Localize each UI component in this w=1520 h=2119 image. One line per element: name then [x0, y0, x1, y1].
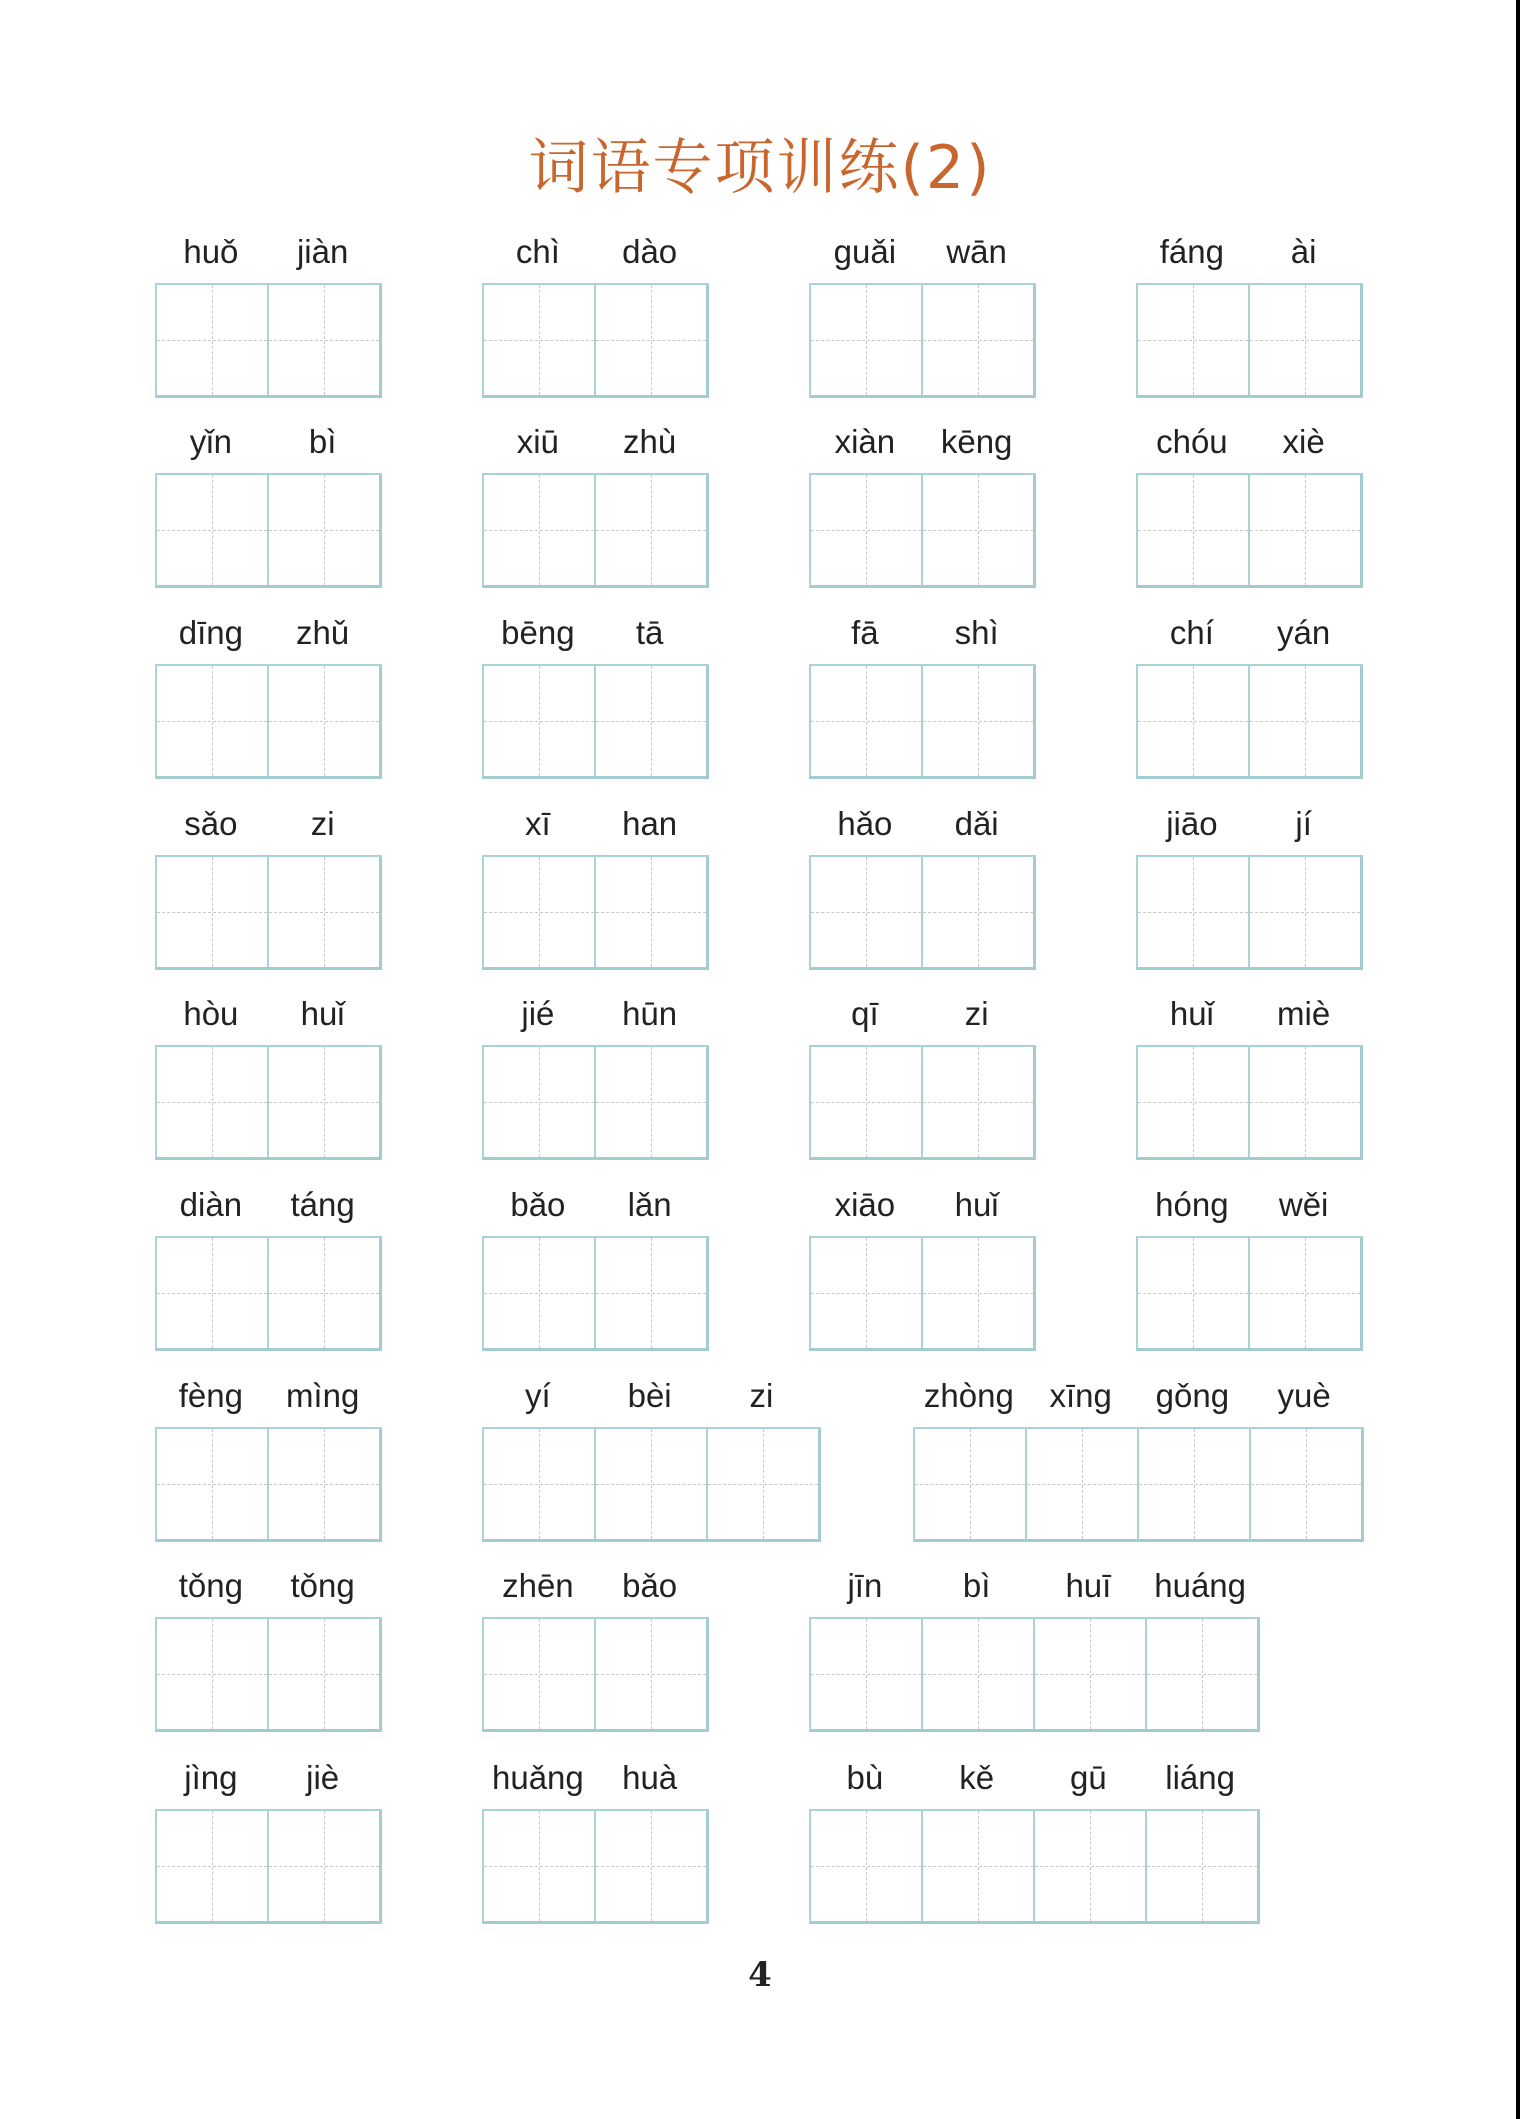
character-writing-cell[interactable]	[811, 285, 923, 395]
cell-guide-horizontal	[269, 1293, 379, 1294]
pinyin-label: dào	[622, 233, 678, 270]
pinyin-label: miè	[1277, 995, 1331, 1032]
character-writing-cell[interactable]	[157, 857, 269, 967]
pinyin-row	[809, 417, 1033, 473]
character-writing-cell[interactable]	[484, 1811, 596, 1921]
pinyin-label: fèng	[178, 1377, 243, 1414]
tianzige-boxes	[809, 1809, 1260, 1924]
tianzige-boxes	[482, 1045, 709, 1160]
cell-guide-horizontal	[811, 1866, 921, 1867]
cell-guide-horizontal	[811, 530, 921, 531]
pinyin-label: dǎi	[954, 805, 999, 842]
cell-guide-horizontal	[1138, 340, 1248, 341]
tianzige-boxes	[155, 473, 382, 588]
pinyin-label: han	[622, 805, 678, 842]
pinyin-row	[482, 1561, 706, 1617]
tianzige-boxes	[809, 1045, 1036, 1160]
cell-guide-horizontal	[157, 340, 267, 341]
pinyin-label: jiàn	[296, 233, 349, 270]
cell-guide-horizontal	[1250, 912, 1360, 913]
cell-guide-horizontal	[157, 1102, 267, 1103]
character-writing-cell[interactable]	[923, 1811, 1035, 1921]
pinyin-label: jiè	[306, 1759, 340, 1796]
character-writing-cell[interactable]	[1139, 1429, 1251, 1539]
cell-guide-horizontal	[596, 912, 706, 913]
character-writing-cell[interactable]	[1250, 857, 1363, 967]
character-writing-cell[interactable]	[269, 857, 382, 967]
character-writing-cell[interactable]	[1138, 1047, 1250, 1157]
pinyin-row	[155, 417, 379, 473]
character-writing-cell[interactable]	[1138, 857, 1250, 967]
character-writing-cell[interactable]	[157, 475, 269, 585]
tianzige-boxes	[482, 1809, 709, 1924]
pinyin-label: bù	[846, 1759, 884, 1796]
cell-guide-horizontal	[484, 340, 594, 341]
cell-guide-horizontal	[1138, 721, 1248, 722]
pinyin-label: lǎn	[627, 1186, 672, 1223]
pinyin-row	[155, 1561, 379, 1617]
tianzige-boxes	[809, 1617, 1260, 1732]
character-writing-cell[interactable]	[269, 1238, 382, 1348]
pinyin-row	[1136, 417, 1360, 473]
character-writing-cell[interactable]	[915, 1429, 1027, 1539]
pinyin-label: huǒ	[183, 233, 239, 270]
pinyin-label: huǐ	[300, 995, 345, 1032]
character-writing-cell[interactable]	[484, 1429, 596, 1539]
character-writing-cell[interactable]	[1138, 285, 1250, 395]
cell-guide-horizontal	[596, 1293, 706, 1294]
cell-guide-horizontal	[1035, 1866, 1145, 1867]
tianzige-boxes	[809, 855, 1036, 970]
character-writing-cell[interactable]	[596, 1238, 709, 1348]
pinyin-label: hūn	[622, 995, 678, 1032]
cell-guide-horizontal	[811, 1102, 921, 1103]
pinyin-row	[155, 989, 379, 1045]
pinyin-label: zhǔ	[296, 614, 350, 651]
character-writing-cell[interactable]	[596, 1619, 709, 1729]
cell-guide-horizontal	[1138, 1293, 1248, 1294]
cell-guide-horizontal	[269, 530, 379, 531]
cell-guide-horizontal	[811, 721, 921, 722]
character-writing-cell[interactable]	[1138, 666, 1250, 776]
cell-guide-horizontal	[1138, 912, 1248, 913]
pinyin-label: kēng	[940, 423, 1013, 460]
pinyin-row	[482, 608, 706, 664]
cell-guide-horizontal	[1250, 721, 1360, 722]
character-writing-cell[interactable]	[157, 1619, 269, 1729]
cell-guide-horizontal	[1138, 1102, 1248, 1103]
pinyin-label: zi	[310, 805, 335, 842]
cell-guide-horizontal	[484, 1674, 594, 1675]
pinyin-label: yǐn	[189, 423, 232, 460]
pinyin-label: yuè	[1277, 1377, 1331, 1414]
cell-guide-horizontal	[923, 1293, 1033, 1294]
tianzige-boxes	[482, 855, 709, 970]
pinyin-label: jí	[1295, 805, 1312, 842]
cell-guide-horizontal	[1250, 1102, 1360, 1103]
cell-guide-horizontal	[157, 1674, 267, 1675]
pinyin-label: wěi	[1278, 1186, 1329, 1223]
character-writing-cell[interactable]	[923, 1238, 1036, 1348]
cell-guide-horizontal	[269, 340, 379, 341]
pinyin-label: shì	[954, 614, 999, 651]
pinyin-label: xī	[525, 805, 551, 842]
character-writing-cell[interactable]	[596, 666, 709, 776]
character-writing-cell[interactable]	[157, 1047, 269, 1157]
cell-guide-horizontal	[1250, 340, 1360, 341]
pinyin-label: huǐ	[1169, 995, 1214, 1032]
pinyin-row	[809, 608, 1033, 664]
pinyin-label: huǐ	[954, 1186, 999, 1223]
character-writing-cell[interactable]	[157, 666, 269, 776]
pinyin-label: liáng	[1165, 1759, 1235, 1796]
character-writing-cell[interactable]	[811, 475, 923, 585]
pinyin-label: zi	[964, 995, 989, 1032]
pinyin-row	[809, 1753, 1256, 1809]
cell-guide-horizontal	[1251, 1484, 1361, 1485]
pinyin-label: hòu	[183, 995, 239, 1032]
pinyin-label: huáng	[1154, 1567, 1246, 1604]
pinyin-row	[1136, 989, 1360, 1045]
cell-guide-horizontal	[596, 1674, 706, 1675]
pinyin-row	[482, 1180, 706, 1236]
character-writing-cell[interactable]	[1147, 1619, 1260, 1729]
character-writing-cell[interactable]	[811, 1047, 923, 1157]
tianzige-boxes	[482, 283, 709, 398]
cell-guide-horizontal	[596, 1866, 706, 1867]
pinyin-label: bì	[308, 423, 337, 460]
cell-guide-horizontal	[596, 721, 706, 722]
character-writing-cell[interactable]	[484, 666, 596, 776]
pinyin-label: zhù	[623, 423, 677, 460]
character-writing-cell[interactable]	[269, 1047, 382, 1157]
cell-guide-horizontal	[811, 912, 921, 913]
character-writing-cell[interactable]	[484, 285, 596, 395]
character-writing-cell[interactable]	[157, 1429, 269, 1539]
cell-guide-horizontal	[269, 912, 379, 913]
pinyin-row	[155, 1753, 379, 1809]
character-writing-cell[interactable]	[269, 666, 382, 776]
pinyin-row	[482, 227, 706, 283]
character-writing-cell[interactable]	[1138, 1238, 1250, 1348]
character-writing-cell[interactable]	[1035, 1619, 1147, 1729]
pinyin-label: xīng	[1049, 1377, 1112, 1414]
tianzige-boxes	[155, 664, 382, 779]
cell-guide-horizontal	[484, 1102, 594, 1103]
cell-guide-horizontal	[1147, 1866, 1257, 1867]
cell-guide-horizontal	[157, 721, 267, 722]
character-writing-cell[interactable]	[269, 1811, 382, 1921]
pinyin-label: tǒng	[290, 1567, 355, 1604]
cell-guide-horizontal	[923, 340, 1033, 341]
pinyin-label: yí	[525, 1377, 551, 1414]
tianzige-boxes	[155, 283, 382, 398]
tianzige-boxes	[809, 664, 1036, 779]
tianzige-boxes	[482, 1617, 709, 1732]
pinyin-label: fáng	[1159, 233, 1224, 270]
cell-guide-horizontal	[811, 1674, 921, 1675]
cell-guide-horizontal	[269, 721, 379, 722]
character-writing-cell[interactable]	[484, 1238, 596, 1348]
character-writing-cell[interactable]	[811, 1811, 923, 1921]
pinyin-label: huǎng	[491, 1759, 584, 1796]
pinyin-row	[809, 799, 1033, 855]
cell-guide-horizontal	[1035, 1674, 1145, 1675]
character-writing-cell[interactable]	[1250, 1238, 1363, 1348]
pinyin-label: bì	[962, 1567, 991, 1604]
pinyin-label: diàn	[179, 1186, 243, 1223]
tianzige-boxes	[1136, 283, 1363, 398]
pinyin-row	[809, 989, 1033, 1045]
pinyin-row	[482, 417, 706, 473]
cell-guide-horizontal	[915, 1484, 1025, 1485]
page-title: 词语专项训练(2)	[528, 133, 992, 203]
character-writing-cell[interactable]	[157, 285, 269, 395]
tianzige-boxes	[809, 473, 1036, 588]
cell-guide-horizontal	[484, 721, 594, 722]
character-writing-cell[interactable]	[1138, 475, 1250, 585]
pinyin-label: hǎo	[837, 805, 893, 842]
character-writing-cell[interactable]	[708, 1429, 821, 1539]
tianzige-boxes	[809, 1236, 1036, 1351]
tianzige-boxes	[809, 283, 1036, 398]
character-writing-cell[interactable]	[1147, 1811, 1260, 1921]
character-writing-cell[interactable]	[484, 1619, 596, 1729]
character-writing-cell[interactable]	[1027, 1429, 1139, 1539]
pinyin-label: jié	[521, 995, 555, 1032]
pinyin-label: chí	[1169, 614, 1214, 651]
cell-guide-horizontal	[269, 1866, 379, 1867]
cell-guide-horizontal	[596, 340, 706, 341]
tianzige-boxes	[155, 1045, 382, 1160]
character-writing-cell[interactable]	[811, 666, 923, 776]
character-writing-cell[interactable]	[596, 1811, 709, 1921]
cell-guide-horizontal	[157, 1866, 267, 1867]
pinyin-label: xiāo	[834, 1186, 896, 1223]
character-writing-cell[interactable]	[596, 1047, 709, 1157]
character-writing-cell[interactable]	[484, 857, 596, 967]
character-writing-cell[interactable]	[1035, 1811, 1147, 1921]
pinyin-row	[809, 1180, 1033, 1236]
pinyin-label: ài	[1290, 233, 1317, 270]
character-writing-cell[interactable]	[157, 1238, 269, 1348]
tianzige-boxes	[482, 1427, 821, 1542]
pinyin-label: bēng	[501, 614, 575, 651]
pinyin-row	[1136, 1180, 1360, 1236]
tianzige-boxes	[155, 1617, 382, 1732]
pinyin-row	[482, 799, 706, 855]
cell-guide-horizontal	[596, 530, 706, 531]
cell-guide-horizontal	[923, 1674, 1033, 1675]
pinyin-row	[155, 1180, 379, 1236]
pinyin-label: táng	[290, 1186, 355, 1223]
character-writing-cell[interactable]	[269, 285, 382, 395]
pinyin-row	[1136, 608, 1360, 664]
character-writing-cell[interactable]	[596, 475, 709, 585]
pinyin-label: xiàn	[834, 423, 896, 460]
pinyin-label: jiāo	[1166, 805, 1218, 842]
pinyin-label: chì	[515, 233, 560, 270]
cell-guide-horizontal	[923, 1866, 1033, 1867]
pinyin-row	[809, 1561, 1256, 1617]
pinyin-row	[155, 799, 379, 855]
pinyin-label: zi	[749, 1377, 774, 1414]
cell-guide-horizontal	[923, 1102, 1033, 1103]
pinyin-label: hóng	[1155, 1186, 1229, 1223]
pinyin-row	[1136, 799, 1360, 855]
character-writing-cell[interactable]	[811, 1238, 923, 1348]
cell-guide-horizontal	[1139, 1484, 1249, 1485]
character-writing-cell[interactable]	[484, 1047, 596, 1157]
character-writing-cell[interactable]	[811, 857, 923, 967]
cell-guide-horizontal	[157, 1484, 267, 1485]
pinyin-row	[155, 227, 379, 283]
pinyin-label: tā	[635, 614, 664, 651]
pinyin-row	[482, 1371, 817, 1427]
cell-guide-horizontal	[269, 1484, 379, 1485]
pinyin-label: fā	[851, 614, 879, 651]
tianzige-boxes	[1136, 1236, 1363, 1351]
character-writing-cell[interactable]	[1250, 475, 1363, 585]
pinyin-label: jìng	[184, 1759, 238, 1796]
character-writing-cell[interactable]	[923, 666, 1036, 776]
cell-guide-horizontal	[484, 912, 594, 913]
pinyin-label: kě	[959, 1759, 995, 1796]
character-writing-cell[interactable]	[1250, 666, 1363, 776]
character-writing-cell[interactable]	[923, 475, 1036, 585]
pinyin-label: huà	[622, 1759, 678, 1796]
tianzige-boxes	[1136, 473, 1363, 588]
character-writing-cell[interactable]	[1250, 285, 1363, 395]
pinyin-row	[155, 608, 379, 664]
cell-guide-horizontal	[269, 1102, 379, 1103]
character-writing-cell[interactable]	[157, 1811, 269, 1921]
character-writing-cell[interactable]	[484, 475, 596, 585]
pinyin-label: chóu	[1156, 423, 1228, 460]
pinyin-label: bèi	[627, 1377, 672, 1414]
pinyin-label: xiū	[516, 423, 559, 460]
character-writing-cell[interactable]	[269, 475, 382, 585]
page-edge-border	[1516, 0, 1520, 2119]
tianzige-boxes	[1136, 664, 1363, 779]
tianzige-boxes	[155, 1809, 382, 1924]
page-number: 4	[748, 1955, 772, 1995]
cell-guide-horizontal	[596, 1484, 706, 1485]
cell-guide-horizontal	[157, 912, 267, 913]
cell-guide-horizontal	[269, 1674, 379, 1675]
tianzige-boxes	[155, 1236, 382, 1351]
character-writing-cell[interactable]	[923, 285, 1036, 395]
character-writing-cell[interactable]	[923, 1047, 1036, 1157]
pinyin-row	[1136, 227, 1360, 283]
tianzige-boxes	[913, 1427, 1364, 1542]
cell-guide-horizontal	[484, 1484, 594, 1485]
tianzige-boxes	[482, 473, 709, 588]
cell-guide-horizontal	[1250, 1293, 1360, 1294]
cell-guide-horizontal	[484, 1293, 594, 1294]
character-writing-cell[interactable]	[811, 1619, 923, 1729]
pinyin-label: mìng	[285, 1377, 360, 1414]
pinyin-label: wān	[946, 233, 1007, 270]
character-writing-cell[interactable]	[269, 1429, 382, 1539]
pinyin-row	[913, 1371, 1360, 1427]
character-writing-cell[interactable]	[1251, 1429, 1364, 1539]
pinyin-label: yán	[1277, 614, 1331, 651]
character-writing-cell[interactable]	[596, 857, 709, 967]
cell-guide-horizontal	[596, 1102, 706, 1103]
cell-guide-horizontal	[923, 721, 1033, 722]
character-writing-cell[interactable]	[596, 1429, 708, 1539]
cell-guide-horizontal	[1147, 1674, 1257, 1675]
pinyin-label: jīn	[847, 1567, 883, 1604]
tianzige-boxes	[155, 855, 382, 970]
cell-guide-horizontal	[1250, 530, 1360, 531]
tianzige-boxes	[1136, 855, 1363, 970]
cell-guide-horizontal	[708, 1484, 818, 1485]
cell-guide-horizontal	[157, 1293, 267, 1294]
cell-guide-horizontal	[923, 530, 1033, 531]
cell-guide-horizontal	[1027, 1484, 1137, 1485]
character-writing-cell[interactable]	[1250, 1047, 1363, 1157]
pinyin-label: zhòng	[923, 1377, 1014, 1414]
pinyin-label: sǎo	[184, 805, 238, 842]
cell-guide-horizontal	[811, 340, 921, 341]
tianzige-boxes	[482, 664, 709, 779]
pinyin-row	[482, 989, 706, 1045]
cell-guide-horizontal	[811, 1293, 921, 1294]
pinyin-label: gū	[1070, 1759, 1107, 1796]
pinyin-label: guǎi	[833, 233, 897, 270]
character-writing-cell[interactable]	[269, 1619, 382, 1729]
cell-guide-horizontal	[484, 530, 594, 531]
cell-guide-horizontal	[1138, 530, 1248, 531]
pinyin-label: bǎo	[510, 1186, 566, 1223]
pinyin-label: dīng	[178, 614, 243, 651]
cell-guide-horizontal	[157, 530, 267, 531]
cell-guide-horizontal	[484, 1866, 594, 1867]
pinyin-label: bǎo	[622, 1567, 678, 1604]
character-writing-cell[interactable]	[596, 285, 709, 395]
pinyin-row	[482, 1753, 706, 1809]
pinyin-label: qī	[851, 995, 879, 1032]
tianzige-boxes	[155, 1427, 382, 1542]
character-writing-cell[interactable]	[923, 857, 1036, 967]
pinyin-row	[155, 1371, 379, 1427]
tianzige-boxes	[1136, 1045, 1363, 1160]
pinyin-label: tǒng	[178, 1567, 243, 1604]
pinyin-label: xiè	[1282, 423, 1325, 460]
cell-guide-horizontal	[923, 912, 1033, 913]
pinyin-label: huī	[1065, 1567, 1112, 1604]
character-writing-cell[interactable]	[923, 1619, 1035, 1729]
pinyin-label: gǒng	[1155, 1377, 1230, 1414]
pinyin-label: zhēn	[502, 1567, 574, 1604]
pinyin-row	[809, 227, 1033, 283]
tianzige-boxes	[482, 1236, 709, 1351]
